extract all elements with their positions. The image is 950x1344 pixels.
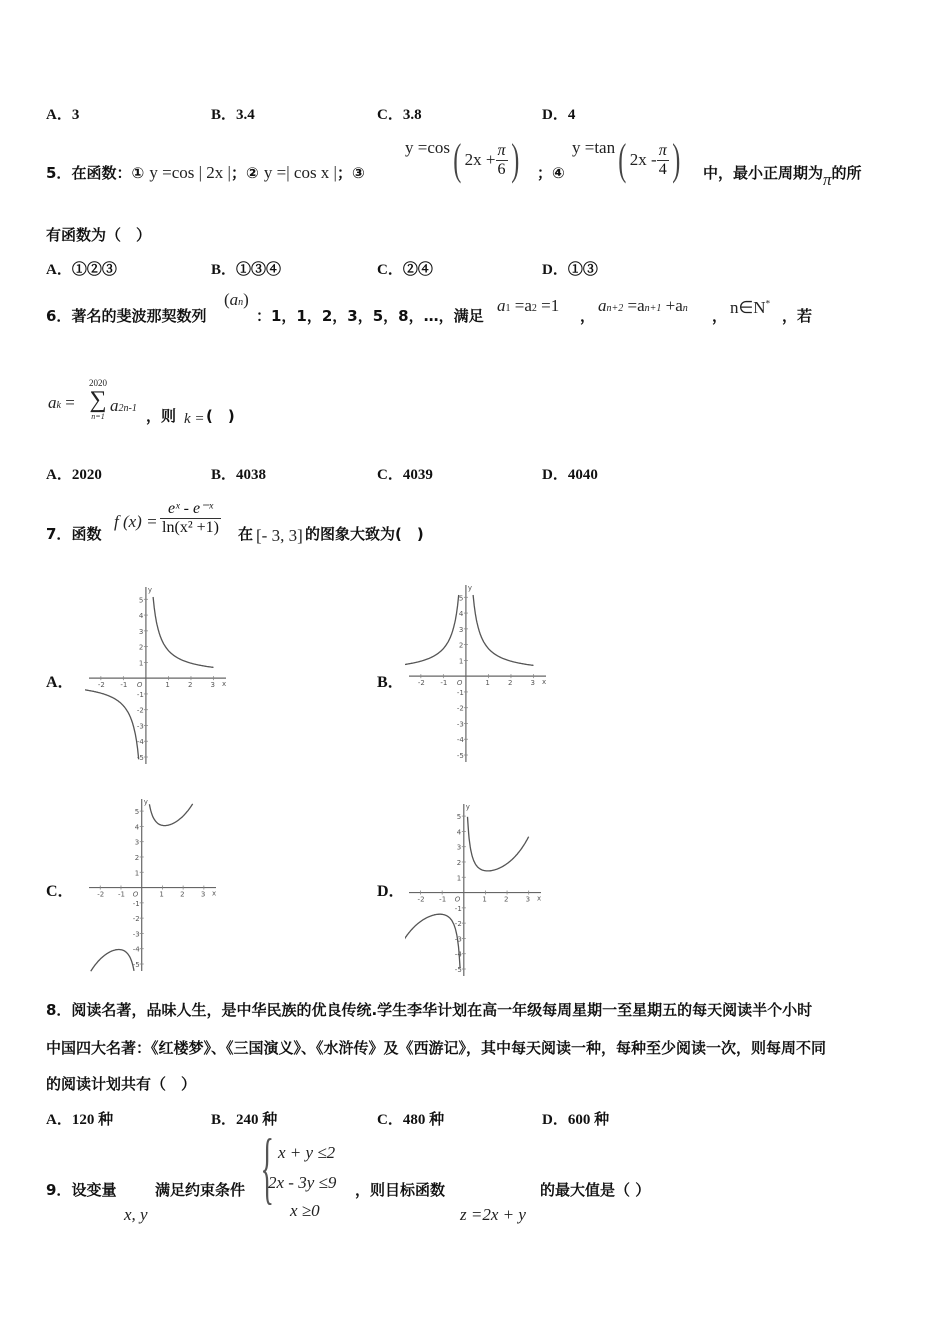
x-tick-label: 2 <box>504 895 509 904</box>
q9-constraint-3: x ≥0 <box>290 1201 320 1220</box>
q5-option-d[interactable]: D．①③ <box>542 262 598 278</box>
y-tick-label: -2 <box>132 915 140 924</box>
q5-formula-4: y =tan ( 2x - $\frac{\pi}{4}$ ) <box>572 135 681 184</box>
y-tick-label: 5 <box>456 813 462 822</box>
x-tick-label: -2 <box>417 895 425 904</box>
q6-option-a[interactable]: A．2020 <box>46 467 102 483</box>
q7-function-lhs: f (x) = <box>114 512 158 531</box>
y-tick-label: 4 <box>456 828 462 837</box>
q6-sum-term: a2n-1 <box>110 396 137 415</box>
q6-option-b[interactable]: B．4038 <box>211 467 267 483</box>
y-tick-label: -4 <box>136 738 144 747</box>
x-tick-label: -1 <box>117 890 125 899</box>
q4-option-c[interactable]: C．3.8 <box>377 107 422 123</box>
curve-branch-left <box>405 914 460 968</box>
origin-label: O <box>132 890 139 899</box>
x-tick-label: 2 <box>187 681 193 690</box>
y-axis-label: y <box>465 803 470 811</box>
x-axis-label: x <box>212 889 217 898</box>
y-tick-label: -4 <box>132 945 140 954</box>
q8-stem-line2: 中国四大名著：《红楼梦》、《三国演义》、《水浒传》及《西游记》，其中每天阅读一种，每种至少阅读一次，则每周不同 <box>46 1039 827 1057</box>
y-tick-label: -5 <box>132 961 140 970</box>
y-tick-label: 2 <box>138 643 144 652</box>
y-tick-label: -4 <box>456 736 464 745</box>
x-axis-label: x <box>537 894 542 903</box>
q7-graph-d[interactable] <box>405 800 545 978</box>
q9-brace: { <box>260 1124 274 1212</box>
origin-label: O <box>456 679 463 688</box>
q6-natural-set: n∈N* <box>730 298 771 317</box>
y-axis-label: y <box>143 798 148 806</box>
y-tick-label: -1 <box>456 688 464 697</box>
q6-sequence-symbol: (an) <box>224 290 249 309</box>
x-axis-label: x <box>542 678 547 687</box>
y-tick-label: -2 <box>136 706 144 715</box>
q4-option-b[interactable]: B．3.4 <box>211 107 255 123</box>
x-tick-label: 2 <box>180 890 185 899</box>
y-tick-label: -1 <box>454 904 462 913</box>
q9-variables: x, y <box>124 1205 148 1224</box>
origin-label: O <box>136 681 143 690</box>
curve-branch-right <box>153 597 213 667</box>
y-tick-label: -2 <box>456 704 464 713</box>
x-tick-label: -1 <box>440 679 448 688</box>
x-tick-label: 1 <box>482 895 487 904</box>
x-tick-label: -1 <box>120 681 128 690</box>
x-tick-label: -2 <box>97 681 105 690</box>
x-tick-label: -2 <box>417 679 425 688</box>
y-tick-label: 2 <box>458 641 464 650</box>
y-tick-label: 1 <box>456 874 462 883</box>
y-tick-label: 3 <box>458 625 464 634</box>
x-axis-label: x <box>222 680 227 689</box>
y-tick-label: -4 <box>454 950 462 959</box>
y-tick-label: 1 <box>458 657 464 666</box>
origin-label: O <box>454 895 461 904</box>
q4-option-a[interactable]: A．3 <box>46 107 80 123</box>
x-tick-label: -2 <box>97 890 105 899</box>
q6-summation: 2020 ∑ n=1 <box>89 378 107 421</box>
q9-objective: z =2x + y <box>460 1205 526 1224</box>
y-tick-label: 2 <box>134 853 140 862</box>
q5-formula-1: y =cos | 2x | <box>149 163 231 182</box>
q6-condition-2: an+2 =an+1 +an <box>598 296 688 315</box>
x-tick-label: 3 <box>200 890 206 899</box>
y-tick-label: 4 <box>138 612 144 621</box>
q9-constraint-2: 2x - 3y ≤9 <box>268 1173 337 1192</box>
x-tick-label: 3 <box>530 679 535 688</box>
x-tick-label: 1 <box>165 681 170 690</box>
q6-option-c[interactable]: C．4039 <box>377 467 433 483</box>
y-tick-label: -1 <box>136 690 144 699</box>
curve-branch-left <box>405 595 459 665</box>
q8-option-a[interactable]: A．120 种 <box>46 1112 114 1128</box>
x-tick-label: 3 <box>210 681 215 690</box>
q7-interval: [- 3, 3] <box>256 526 303 545</box>
x-tick-label: -1 <box>439 895 447 904</box>
y-axis-label: y <box>467 584 473 592</box>
q8-option-d[interactable]: D．600 种 <box>542 1112 610 1128</box>
y-tick-label: 3 <box>138 627 144 636</box>
q7-option-a-label[interactable]: A． <box>46 674 74 691</box>
y-axis-label: y <box>147 586 153 594</box>
q6-terms: ：1，1，2，3，5，8，…，满足 <box>256 307 484 325</box>
q5-stem-line2: 有函数为（ ） <box>46 226 152 244</box>
y-tick-label: -5 <box>456 752 464 761</box>
y-tick-label: 4 <box>134 823 140 832</box>
q5-option-a[interactable]: A．①②③ <box>46 262 117 278</box>
y-tick-label: 1 <box>134 869 140 878</box>
q7-option-c-label[interactable]: C． <box>46 883 74 900</box>
y-tick-label: 5 <box>138 596 144 605</box>
curve-branch-right <box>468 817 529 871</box>
x-tick-label: 2 <box>507 679 513 688</box>
q5-option-c[interactable]: C．②④ <box>377 262 433 278</box>
y-tick-label: -3 <box>136 722 144 731</box>
y-tick-label: 3 <box>456 843 462 852</box>
q6-sum-lhs: ak = <box>48 393 75 412</box>
y-tick-label: 1 <box>138 659 144 668</box>
y-tick-label: 5 <box>458 594 464 603</box>
q7-option-d-label[interactable]: D． <box>377 883 405 900</box>
curve-branch-left <box>85 689 139 759</box>
q7-graph-b[interactable] <box>405 581 550 764</box>
q6-condition-1: a1 =a2 =1 <box>497 296 560 315</box>
curve-branch-right <box>473 595 533 665</box>
q4-option-d[interactable]: D．4 <box>542 107 576 123</box>
y-tick-label: 3 <box>134 838 140 847</box>
y-tick-label: 5 <box>134 808 140 817</box>
q7-option-b-label[interactable]: B． <box>377 674 404 691</box>
y-tick-label: -3 <box>454 935 462 944</box>
y-tick-label: -1 <box>132 899 140 908</box>
q5-formula-2: y =| cos x | <box>263 163 337 182</box>
y-tick-label: -3 <box>132 930 140 939</box>
q7-function-fraction: $\frac{\text{eˣ - e⁻ˣ}}{\text{ln(x² +1)}}$ <box>160 500 221 537</box>
curve-branch-left <box>91 950 134 972</box>
q8-stem-line3: 的阅读计划共有（ ） <box>46 1075 197 1093</box>
q8-option-b[interactable]: B．240 种 <box>211 1112 278 1128</box>
x-tick-label: 1 <box>159 890 164 899</box>
curve-branch-right <box>149 804 192 826</box>
y-tick-label: 4 <box>458 610 464 619</box>
y-tick-label: -5 <box>454 966 462 975</box>
y-tick-label: -3 <box>456 720 464 729</box>
q7-graph-a[interactable] <box>85 583 230 766</box>
y-tick-label: -5 <box>136 754 144 763</box>
q8-stem-line1: 8．阅读名著，品味人生，是中华民族的优良传统.学生李华计划在高一年级每周星期一至星期五的每天阅读半个小时 <box>46 1001 813 1019</box>
q5-stem-part1: 5．在函数：① y =cos | 2x |；② y =| cos x |；③ <box>46 163 365 182</box>
q6-option-d[interactable]: D．4040 <box>542 467 598 483</box>
x-tick-label: 3 <box>525 895 531 904</box>
q5-formula-3: y =cos ( 2x + $\frac{\pi}{6}$ ) <box>405 135 519 184</box>
x-tick-label: 1 <box>485 679 490 688</box>
y-tick-label: -2 <box>454 920 462 929</box>
y-tick-label: 2 <box>456 858 462 867</box>
q8-option-c[interactable]: C．480 种 <box>377 1112 445 1128</box>
q5-option-b[interactable]: B．①③④ <box>211 262 282 278</box>
q7-graph-c[interactable] <box>85 795 220 973</box>
q9-constraint-1: x + y ≤2 <box>278 1143 336 1162</box>
